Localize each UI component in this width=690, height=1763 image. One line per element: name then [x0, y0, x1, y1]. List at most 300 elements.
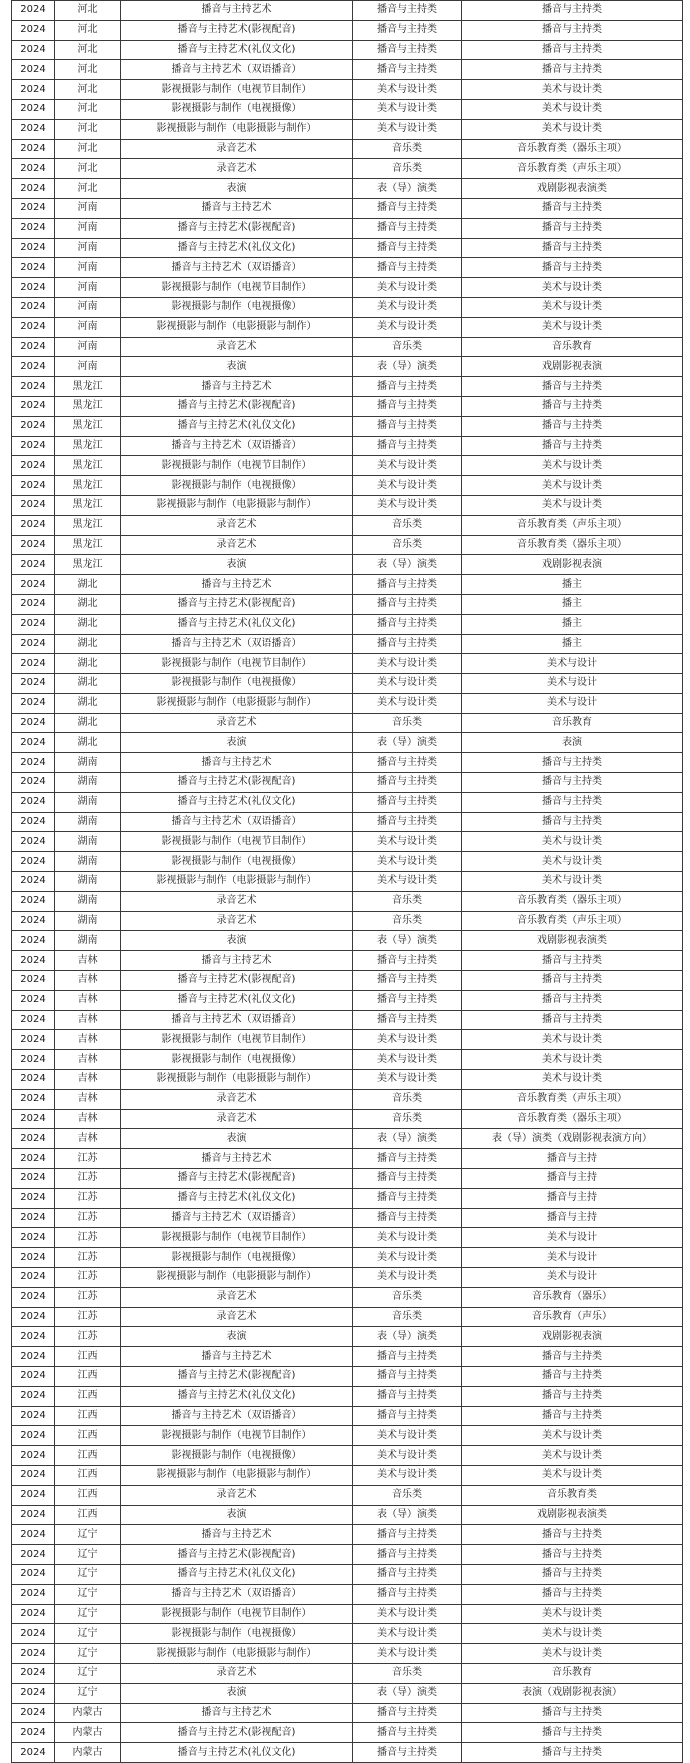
category-cell: 美术与设计类	[353, 1030, 462, 1050]
year-cell: 2024	[12, 1070, 55, 1090]
category-cell: 美术与设计类	[353, 1228, 462, 1248]
table-body	[12, 1, 683, 1763]
exam-type-cell: 播音与主持类	[462, 377, 683, 397]
province-cell: 辽宁	[55, 1564, 121, 1584]
category-cell: 美术与设计类	[353, 872, 462, 892]
exam-type-cell: 美术与设计类	[462, 1070, 683, 1090]
year-cell: 2024	[12, 238, 55, 258]
year-cell: 2024	[12, 575, 55, 595]
table-row	[12, 218, 683, 238]
major-cell: 播音与主持艺术(影视配音)	[121, 773, 353, 793]
year-cell: 2024	[12, 1683, 55, 1703]
table-row	[12, 495, 683, 515]
category-cell: 美术与设计类	[353, 476, 462, 496]
year-cell: 2024	[12, 1505, 55, 1525]
year-cell: 2024	[12, 1208, 55, 1228]
table-row	[12, 891, 683, 911]
exam-type-cell: 播音与主持类	[462, 1743, 683, 1763]
year-cell: 2024	[12, 278, 55, 298]
exam-type-cell: 音乐教育类（器乐主项）	[462, 535, 683, 555]
province-cell: 湖北	[55, 733, 121, 753]
province-cell: 河北	[55, 20, 121, 40]
category-cell: 播音与主持类	[353, 1208, 462, 1228]
province-cell: 辽宁	[55, 1644, 121, 1664]
province-cell: 吉林	[55, 1050, 121, 1070]
category-cell: 播音与主持类	[353, 971, 462, 991]
category-cell: 播音与主持类	[353, 238, 462, 258]
province-cell: 黑龙江	[55, 515, 121, 535]
province-cell: 吉林	[55, 1030, 121, 1050]
exam-type-cell: 美术与设计类	[462, 99, 683, 119]
category-cell: 播音与主持类	[353, 1723, 462, 1743]
exam-type-cell: 播音与主持类	[462, 753, 683, 773]
exam-type-cell: 表演（戏剧影视表演）	[462, 1683, 683, 1703]
table-row	[12, 1624, 683, 1644]
major-cell: 播音与主持艺术（双语播音）	[121, 258, 353, 278]
exam-type-cell: 播音与主持类	[462, 60, 683, 80]
year-cell: 2024	[12, 416, 55, 436]
province-cell: 河北	[55, 179, 121, 199]
category-cell: 表（导）演类	[353, 1683, 462, 1703]
year-cell: 2024	[12, 654, 55, 674]
year-cell: 2024	[12, 674, 55, 694]
major-cell: 录音艺术	[121, 1089, 353, 1109]
year-cell: 2024	[12, 792, 55, 812]
exam-type-cell: 美术与设计类	[462, 1624, 683, 1644]
table-row	[12, 555, 683, 575]
year-cell: 2024	[12, 119, 55, 139]
table-row	[12, 1406, 683, 1426]
year-cell: 2024	[12, 60, 55, 80]
province-cell: 河北	[55, 40, 121, 60]
major-cell: 影视摄影与制作（电视摄像）	[121, 852, 353, 872]
table-row	[12, 1604, 683, 1624]
province-cell: 黑龙江	[55, 436, 121, 456]
major-cell: 录音艺术	[121, 1287, 353, 1307]
year-cell: 2024	[12, 1525, 55, 1545]
major-cell: 录音艺术	[121, 891, 353, 911]
year-cell: 2024	[12, 1723, 55, 1743]
exam-type-cell: 美术与设计类	[462, 852, 683, 872]
province-cell: 河北	[55, 60, 121, 80]
category-cell: 美术与设计类	[353, 852, 462, 872]
exam-type-cell: 播音与主持类	[462, 773, 683, 793]
table-row	[12, 1505, 683, 1525]
category-cell: 播音与主持类	[353, 416, 462, 436]
table-row	[12, 1010, 683, 1030]
year-cell: 2024	[12, 872, 55, 892]
province-cell: 河南	[55, 218, 121, 238]
province-cell: 河南	[55, 258, 121, 278]
major-cell: 播音与主持艺术	[121, 1, 353, 21]
table-row	[12, 535, 683, 555]
province-cell: 吉林	[55, 971, 121, 991]
year-cell: 2024	[12, 713, 55, 733]
province-cell: 吉林	[55, 1070, 121, 1090]
exam-type-cell: 戏剧影视表演	[462, 1327, 683, 1347]
category-cell: 音乐类	[353, 891, 462, 911]
exam-type-cell: 美术与设计	[462, 693, 683, 713]
major-cell: 播音与主持艺术（双语播音）	[121, 1406, 353, 1426]
table-row	[12, 1030, 683, 1050]
province-cell: 湖南	[55, 911, 121, 931]
major-cell: 影视摄影与制作（电视节目制作）	[121, 278, 353, 298]
table-row	[12, 594, 683, 614]
exam-type-cell: 美术与设计类	[462, 297, 683, 317]
year-cell: 2024	[12, 1703, 55, 1723]
major-cell: 影视摄影与制作（电视摄像）	[121, 99, 353, 119]
exam-type-cell: 美术与设计	[462, 1248, 683, 1268]
exam-type-cell: 美术与设计类	[462, 1050, 683, 1070]
year-cell: 2024	[12, 971, 55, 991]
exam-type-cell: 音乐教育	[462, 1663, 683, 1683]
major-cell: 播音与主持艺术(影视配音)	[121, 1545, 353, 1565]
year-cell: 2024	[12, 1743, 55, 1763]
category-cell: 音乐类	[353, 1485, 462, 1505]
year-cell: 2024	[12, 337, 55, 357]
table-row	[12, 436, 683, 456]
year-cell: 2024	[12, 931, 55, 951]
province-cell: 黑龙江	[55, 555, 121, 575]
category-cell: 音乐类	[353, 515, 462, 535]
major-cell: 播音与主持艺术(礼仪文化)	[121, 416, 353, 436]
exam-type-cell: 播音与主持	[462, 1208, 683, 1228]
exam-type-cell: 播音与主持类	[462, 198, 683, 218]
admissions-table	[11, 0, 683, 1763]
table-row	[12, 1743, 683, 1763]
table-row	[12, 1268, 683, 1288]
province-cell: 黑龙江	[55, 476, 121, 496]
category-cell: 播音与主持类	[353, 1584, 462, 1604]
category-cell: 美术与设计类	[353, 317, 462, 337]
category-cell: 音乐类	[353, 1307, 462, 1327]
category-cell: 播音与主持类	[353, 1188, 462, 1208]
year-cell: 2024	[12, 634, 55, 654]
year-cell: 2024	[12, 357, 55, 377]
exam-type-cell: 美术与设计类	[462, 1604, 683, 1624]
exam-type-cell: 播音与主持类	[462, 812, 683, 832]
category-cell: 播音与主持类	[353, 377, 462, 397]
table-row	[12, 456, 683, 476]
table-row	[12, 60, 683, 80]
major-cell: 播音与主持艺术(礼仪文化)	[121, 1386, 353, 1406]
table-row	[12, 931, 683, 951]
major-cell: 播音与主持艺术（双语播音）	[121, 60, 353, 80]
year-cell: 2024	[12, 1347, 55, 1367]
year-cell: 2024	[12, 20, 55, 40]
year-cell: 2024	[12, 832, 55, 852]
year-cell: 2024	[12, 1, 55, 21]
year-cell: 2024	[12, 1624, 55, 1644]
exam-type-cell: 美术与设计类	[462, 119, 683, 139]
category-cell: 播音与主持类	[353, 792, 462, 812]
category-cell: 美术与设计类	[353, 1268, 462, 1288]
category-cell: 播音与主持类	[353, 198, 462, 218]
category-cell: 美术与设计类	[353, 1248, 462, 1268]
category-cell: 播音与主持类	[353, 1149, 462, 1169]
major-cell: 录音艺术	[121, 159, 353, 179]
province-cell: 江西	[55, 1505, 121, 1525]
major-cell: 录音艺术	[121, 1663, 353, 1683]
major-cell: 播音与主持艺术(影视配音)	[121, 1169, 353, 1189]
table-row	[12, 357, 683, 377]
category-cell: 美术与设计类	[353, 1426, 462, 1446]
province-cell: 辽宁	[55, 1604, 121, 1624]
year-cell: 2024	[12, 990, 55, 1010]
table-row	[12, 317, 683, 337]
table-row	[12, 1366, 683, 1386]
province-cell: 江苏	[55, 1149, 121, 1169]
exam-type-cell: 播主	[462, 634, 683, 654]
exam-type-cell: 美术与设计类	[462, 1446, 683, 1466]
year-cell: 2024	[12, 377, 55, 397]
category-cell: 表（导）演类	[353, 733, 462, 753]
table-row	[12, 1149, 683, 1169]
province-cell: 湖南	[55, 891, 121, 911]
year-cell: 2024	[12, 1169, 55, 1189]
exam-type-cell: 播音与主持类	[462, 396, 683, 416]
category-cell: 播音与主持类	[353, 1406, 462, 1426]
province-cell: 辽宁	[55, 1525, 121, 1545]
province-cell: 湖北	[55, 614, 121, 634]
category-cell: 播音与主持类	[353, 60, 462, 80]
major-cell: 影视摄影与制作（电视节目制作）	[121, 456, 353, 476]
major-cell: 播音与主持艺术(礼仪文化)	[121, 1564, 353, 1584]
category-cell: 播音与主持类	[353, 218, 462, 238]
table-row	[12, 20, 683, 40]
exam-type-cell: 播音与主持类	[462, 1564, 683, 1584]
year-cell: 2024	[12, 159, 55, 179]
province-cell: 江西	[55, 1366, 121, 1386]
table-row	[12, 832, 683, 852]
province-cell: 江西	[55, 1426, 121, 1446]
province-cell: 湖北	[55, 674, 121, 694]
category-cell: 美术与设计类	[353, 278, 462, 298]
year-cell: 2024	[12, 594, 55, 614]
table-row	[12, 753, 683, 773]
exam-type-cell: 美术与设计类	[462, 1030, 683, 1050]
exam-type-cell: 播音与主持	[462, 1149, 683, 1169]
exam-type-cell: 音乐教育类（声乐主项）	[462, 911, 683, 931]
province-cell: 河南	[55, 198, 121, 218]
exam-type-cell: 美术与设计	[462, 1268, 683, 1288]
exam-type-cell: 播音与主持类	[462, 951, 683, 971]
province-cell: 河北	[55, 159, 121, 179]
major-cell: 表演	[121, 733, 353, 753]
category-cell: 表（导）演类	[353, 555, 462, 575]
province-cell: 江苏	[55, 1169, 121, 1189]
table-row	[12, 1070, 683, 1090]
major-cell: 播音与主持艺术(礼仪文化)	[121, 40, 353, 60]
table-row	[12, 1327, 683, 1347]
province-cell: 湖南	[55, 812, 121, 832]
table-row	[12, 1307, 683, 1327]
major-cell: 播音与主持艺术	[121, 198, 353, 218]
province-cell: 辽宁	[55, 1663, 121, 1683]
major-cell: 播音与主持艺术(影视配音)	[121, 971, 353, 991]
province-cell: 江苏	[55, 1228, 121, 1248]
province-cell: 江苏	[55, 1307, 121, 1327]
exam-type-cell: 播音与主持类	[462, 1545, 683, 1565]
province-cell: 湖南	[55, 753, 121, 773]
table-row	[12, 1703, 683, 1723]
major-cell: 影视摄影与制作（电影摄影与制作）	[121, 872, 353, 892]
exam-type-cell: 美术与设计类	[462, 1426, 683, 1446]
province-cell: 吉林	[55, 1089, 121, 1109]
major-cell: 录音艺术	[121, 713, 353, 733]
major-cell: 播音与主持艺术	[121, 377, 353, 397]
table-row	[12, 80, 683, 100]
exam-type-cell: 播音与主持类	[462, 258, 683, 278]
table-row	[12, 1446, 683, 1466]
year-cell: 2024	[12, 40, 55, 60]
exam-type-cell: 戏剧影视表演	[462, 555, 683, 575]
exam-type-cell: 戏剧影视表演类	[462, 1505, 683, 1525]
table-row	[12, 396, 683, 416]
category-cell: 美术与设计类	[353, 456, 462, 476]
exam-type-cell: 表演	[462, 733, 683, 753]
year-cell: 2024	[12, 258, 55, 278]
category-cell: 播音与主持类	[353, 1743, 462, 1763]
major-cell: 播音与主持艺术(影视配音)	[121, 20, 353, 40]
exam-type-cell: 美术与设计类	[462, 832, 683, 852]
year-cell: 2024	[12, 1010, 55, 1030]
table-row	[12, 614, 683, 634]
major-cell: 影视摄影与制作（电视节目制作）	[121, 654, 353, 674]
table-row	[12, 1663, 683, 1683]
major-cell: 录音艺术	[121, 535, 353, 555]
major-cell: 影视摄影与制作（电影摄影与制作）	[121, 1465, 353, 1485]
table-row	[12, 654, 683, 674]
province-cell: 吉林	[55, 951, 121, 971]
year-cell: 2024	[12, 436, 55, 456]
exam-type-cell: 播音与主持类	[462, 1366, 683, 1386]
table-row	[12, 575, 683, 595]
province-cell: 湖南	[55, 773, 121, 793]
table-row	[12, 416, 683, 436]
province-cell: 湖北	[55, 634, 121, 654]
year-cell: 2024	[12, 911, 55, 931]
province-cell: 江苏	[55, 1327, 121, 1347]
major-cell: 录音艺术	[121, 1307, 353, 1327]
exam-type-cell: 播音与主持类	[462, 1406, 683, 1426]
category-cell: 播音与主持类	[353, 990, 462, 1010]
table-row	[12, 139, 683, 159]
table-row	[12, 476, 683, 496]
table-row	[12, 238, 683, 258]
table-row	[12, 951, 683, 971]
province-cell: 河南	[55, 238, 121, 258]
year-cell: 2024	[12, 476, 55, 496]
category-cell: 美术与设计类	[353, 1604, 462, 1624]
major-cell: 播音与主持艺术(影视配音)	[121, 594, 353, 614]
province-cell: 江苏	[55, 1248, 121, 1268]
category-cell: 音乐类	[353, 911, 462, 931]
exam-type-cell: 播音与主持类	[462, 238, 683, 258]
table-row	[12, 1248, 683, 1268]
table-row	[12, 971, 683, 991]
year-cell: 2024	[12, 297, 55, 317]
category-cell: 播音与主持类	[353, 20, 462, 40]
year-cell: 2024	[12, 1564, 55, 1584]
table-row	[12, 258, 683, 278]
province-cell: 江西	[55, 1446, 121, 1466]
category-cell: 音乐类	[353, 535, 462, 555]
category-cell: 播音与主持类	[353, 1703, 462, 1723]
exam-type-cell: 播音与主持类	[462, 218, 683, 238]
year-cell: 2024	[12, 951, 55, 971]
table-row	[12, 990, 683, 1010]
exam-type-cell: 音乐教育	[462, 713, 683, 733]
major-cell: 播音与主持艺术（双语播音）	[121, 1208, 353, 1228]
province-cell: 江苏	[55, 1287, 121, 1307]
major-cell: 影视摄影与制作（电影摄影与制作）	[121, 119, 353, 139]
major-cell: 影视摄影与制作（电视摄像）	[121, 1248, 353, 1268]
table-row	[12, 1465, 683, 1485]
province-cell: 湖南	[55, 931, 121, 951]
exam-type-cell: 音乐教育类（声乐主项）	[462, 159, 683, 179]
table-row	[12, 1089, 683, 1109]
table-row	[12, 1050, 683, 1070]
province-cell: 江西	[55, 1406, 121, 1426]
major-cell: 影视摄影与制作（电视节目制作）	[121, 1030, 353, 1050]
exam-type-cell: 表（导）演类（戏剧影视表演方向）	[462, 1129, 683, 1149]
province-cell: 黑龙江	[55, 396, 121, 416]
category-cell: 美术与设计类	[353, 495, 462, 515]
table-row	[12, 1644, 683, 1664]
table-row	[12, 159, 683, 179]
exam-type-cell: 音乐教育类（器乐主项）	[462, 139, 683, 159]
major-cell: 影视摄影与制作（电视节目制作）	[121, 1426, 353, 1446]
major-cell: 录音艺术	[121, 1109, 353, 1129]
province-cell: 河北	[55, 99, 121, 119]
exam-type-cell: 播音与主持类	[462, 20, 683, 40]
year-cell: 2024	[12, 535, 55, 555]
table-row	[12, 119, 683, 139]
major-cell: 播音与主持艺术(影视配音)	[121, 1723, 353, 1743]
year-cell: 2024	[12, 1228, 55, 1248]
province-cell: 江苏	[55, 1188, 121, 1208]
year-cell: 2024	[12, 1663, 55, 1683]
table-row	[12, 1584, 683, 1604]
province-cell: 黑龙江	[55, 377, 121, 397]
category-cell: 美术与设计类	[353, 674, 462, 694]
major-cell: 录音艺术	[121, 515, 353, 535]
table-row	[12, 1386, 683, 1406]
major-cell: 影视摄影与制作（电视摄像）	[121, 1624, 353, 1644]
category-cell: 美术与设计类	[353, 1050, 462, 1070]
major-cell: 录音艺术	[121, 911, 353, 931]
province-cell: 吉林	[55, 990, 121, 1010]
province-cell: 河南	[55, 317, 121, 337]
year-cell: 2024	[12, 891, 55, 911]
major-cell: 播音与主持艺术（双语播音）	[121, 1584, 353, 1604]
year-cell: 2024	[12, 218, 55, 238]
table-row	[12, 99, 683, 119]
category-cell: 美术与设计类	[353, 1446, 462, 1466]
exam-type-cell: 音乐教育（声乐）	[462, 1307, 683, 1327]
year-cell: 2024	[12, 1446, 55, 1466]
exam-type-cell: 播音与主持类	[462, 1347, 683, 1367]
category-cell: 美术与设计类	[353, 693, 462, 713]
category-cell: 音乐类	[353, 713, 462, 733]
category-cell: 表（导）演类	[353, 1129, 462, 1149]
major-cell: 影视摄影与制作（电视节目制作）	[121, 1604, 353, 1624]
exam-type-cell: 音乐教育类（声乐主项）	[462, 515, 683, 535]
year-cell: 2024	[12, 693, 55, 713]
year-cell: 2024	[12, 1426, 55, 1446]
category-cell: 播音与主持类	[353, 1386, 462, 1406]
